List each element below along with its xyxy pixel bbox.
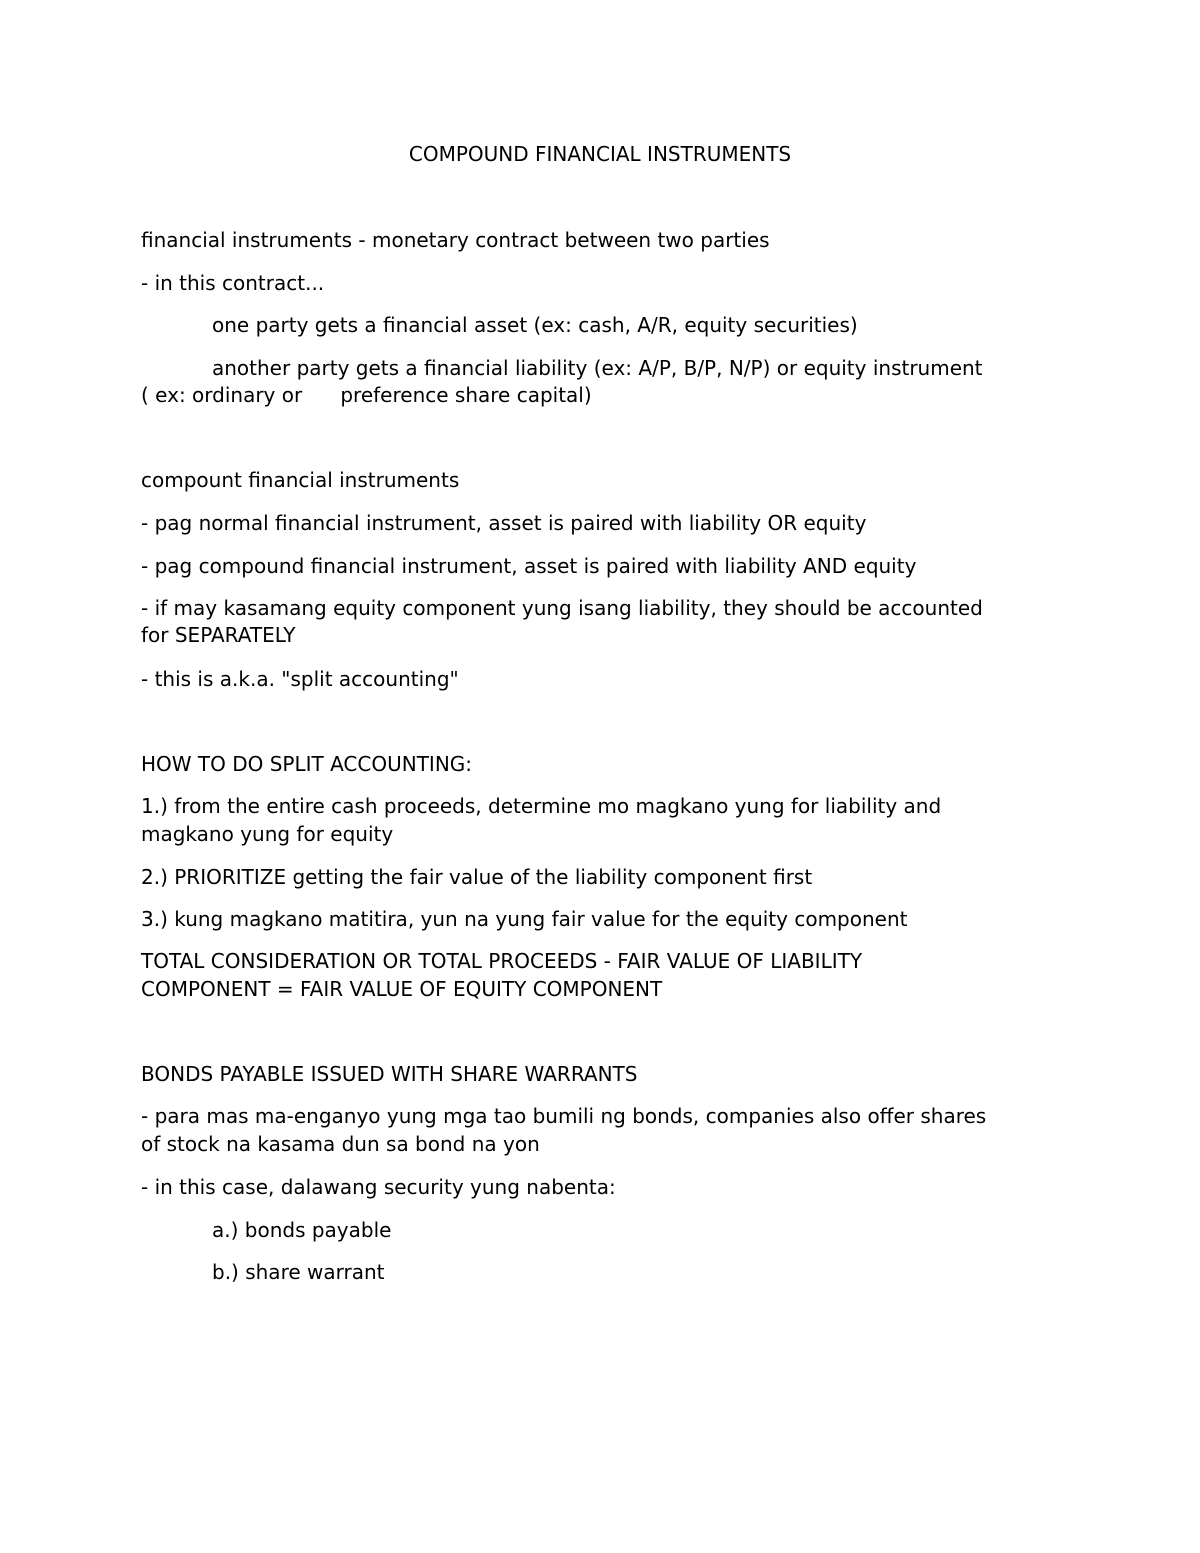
compound-heading: compount financial instruments: [141, 468, 460, 492]
split-accounting-heading: HOW TO DO SPLIT ACCOUNTING:: [141, 752, 473, 776]
bonds-bullet: - para mas ma-enganyo yung mga tao bumili ng bonds, companies also offer shares: [141, 1104, 987, 1128]
step-one-continuation: magkano yung for equity: [141, 822, 394, 846]
step-three: 3.) kung magkano matitira, yun na yung fair value for the equity component: [141, 907, 908, 931]
bullet-split-accounting: - this is a.k.a. "split accounting": [141, 667, 459, 691]
bullet-separately: - if may kasamang equity component yung isang liability, they should be accounted: [141, 596, 983, 620]
bonds-bullet-continuation: of stock na kasama dun sa bond na yon: [141, 1132, 540, 1156]
list-item-bonds-payable: a.) bonds payable: [212, 1218, 392, 1242]
bonds-heading: BONDS PAYABLE ISSUED WITH SHARE WARRANTS: [141, 1062, 638, 1086]
contract-intro: - in this contract...: [141, 271, 325, 295]
bullet-separately-continuation: for SEPARATELY: [141, 623, 296, 647]
document-title: COMPOUND FINANCIAL INSTRUMENTS: [408, 142, 792, 166]
step-one: 1.) from the entire cash proceeds, determine mo magkano yung for liability and: [141, 794, 942, 818]
step-two: 2.) PRIORITIZE getting the fair value of the liability component first: [141, 865, 813, 889]
party-one-text: one party gets a financial asset (ex: cash, A/R, equity securities): [212, 313, 858, 337]
bullet-normal: - pag normal financial instrument, asset is paired with liability OR equity: [141, 511, 867, 535]
party-two-continuation: ( ex: ordinary or preference share capital): [141, 383, 592, 407]
formula-continuation: COMPONENT = FAIR VALUE OF EQUITY COMPONENT: [141, 977, 663, 1001]
bonds-case-bullet: - in this case, dalawang security yung nabenta:: [141, 1175, 616, 1199]
party-two-text: another party gets a financial liability (ex: A/P, B/P, N/P) or equity instrument: [212, 356, 983, 380]
formula-line: TOTAL CONSIDERATION OR TOTAL PROCEEDS - FAIR VALUE OF LIABILITY: [141, 949, 863, 973]
definition-text: financial instruments - monetary contract between two parties: [141, 228, 770, 252]
list-item-share-warrant: b.) share warrant: [212, 1260, 385, 1284]
bullet-compound: - pag compound financial instrument, asset is paired with liability AND equity: [141, 554, 917, 578]
